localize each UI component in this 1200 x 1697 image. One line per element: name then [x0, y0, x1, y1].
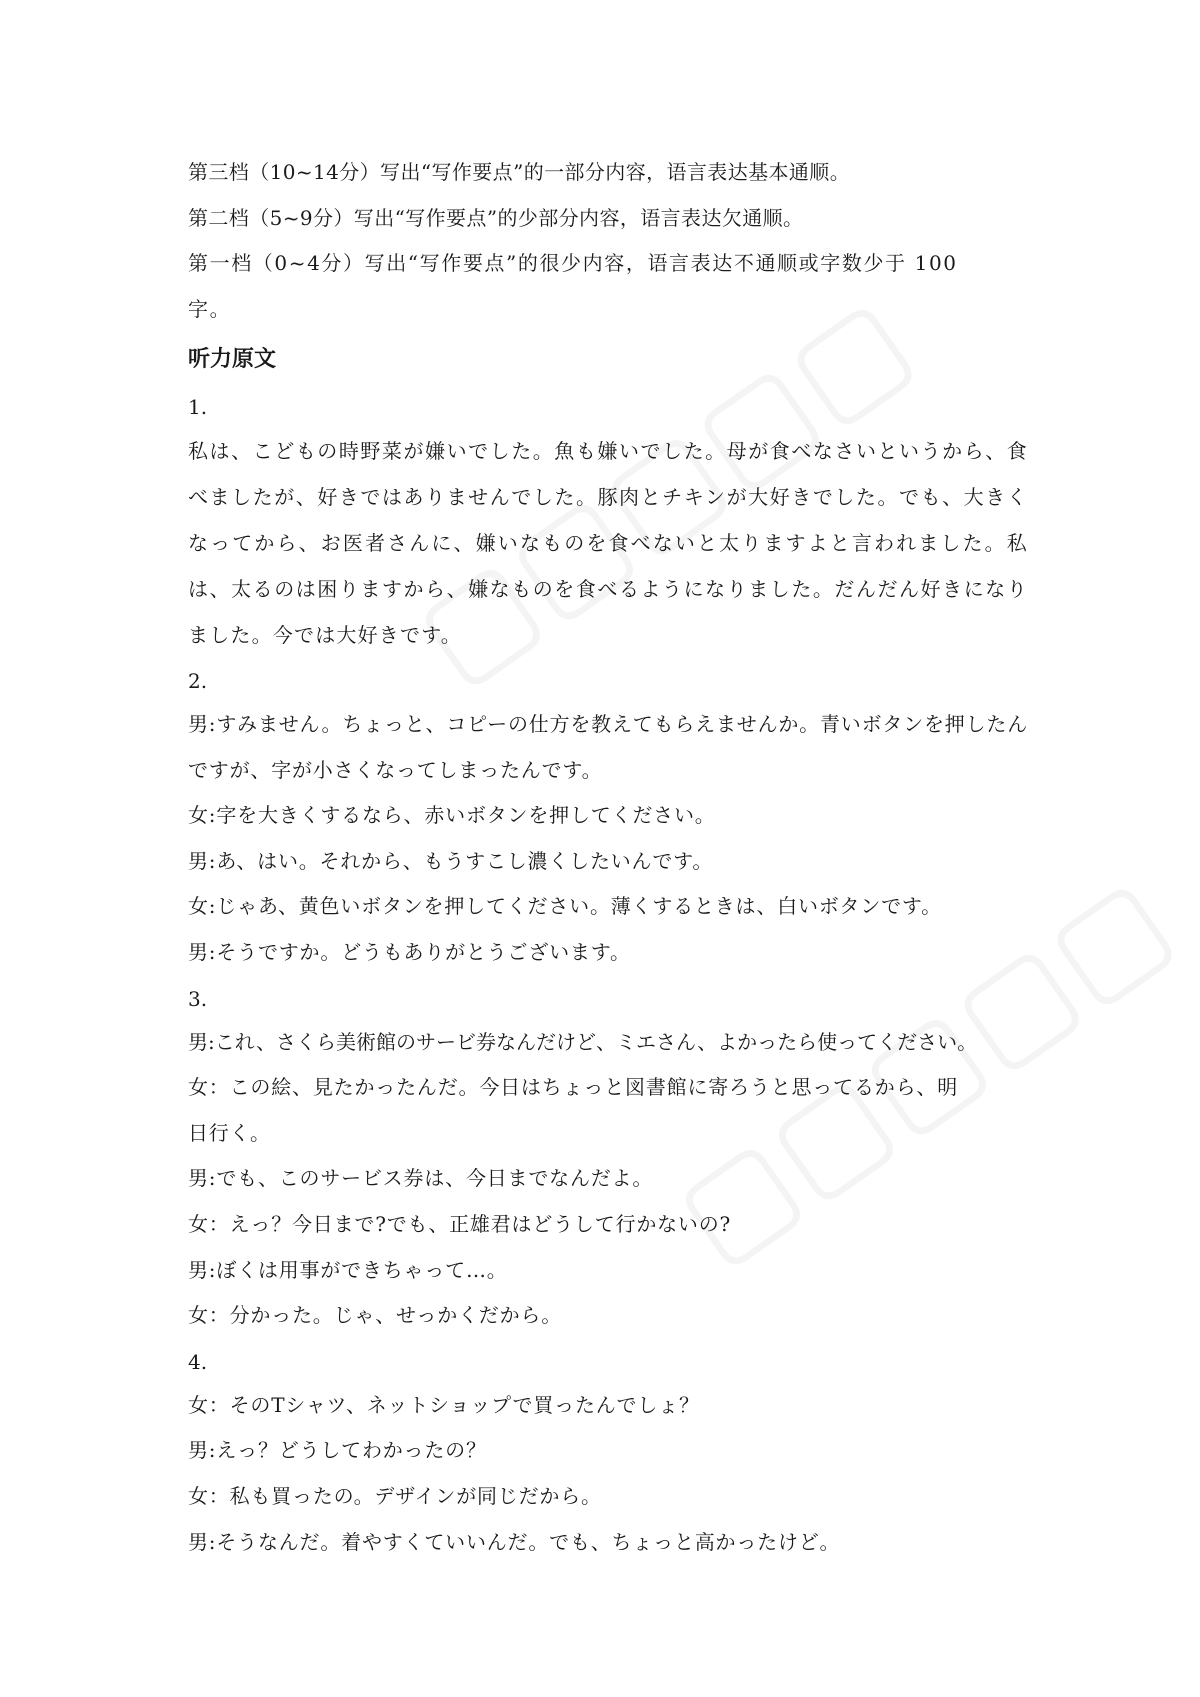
listening-section-2 — [188, 660, 1028, 976]
dialog-line: 女：分かった。じゃ、せっかくだから。 — [188, 1303, 562, 1328]
rubric-line: 第二档（5~9分）写出“写作要点”的少部分内容，语言表达欠通顺。 — [188, 205, 804, 230]
rubric-line: 第一档（0~4分）写出“写作要点”的很少内容，语言表达不通顺或字数少于 100字。 — [188, 251, 958, 321]
section-heading: 听力原文 — [188, 347, 277, 372]
dialog-line: 女:じゃあ、黄色いボタンを押してください。薄くするときは、白いボタンです。 — [188, 894, 942, 919]
monologue-paragraph: 私は、こどもの時野菜が嫌いでした。魚も嫌いでした。母が食べなさいというから、食べましたが、好きではありませんでした。豚肉とチキンが大好きでした。でも、大きくなってから、お医者さんに、嫌いなものを食べないと太りますよと言われました。私は、太るのは困りますから、嫌なものを食べるようになりました。だんだん好きになりました。今では大好きです。 — [188, 439, 1028, 647]
section-number: 4. — [188, 1349, 208, 1374]
dialog-line: 男:でも、このサービス券は、今日までなんだよ。 — [188, 1166, 654, 1191]
dialog-line: 女：私も買ったの。デザインが同じだから。 — [188, 1483, 602, 1508]
dialog-line: 男:えっ？どうしてわかったの？ — [188, 1438, 487, 1463]
rubric-line: 第三档（10~14分）写出“写作要点”的一部分内容，语言表达基本通顺。 — [188, 160, 851, 184]
listening-section-3 — [188, 978, 1028, 1339]
listening-section-1 — [188, 386, 1028, 658]
dialog-line: 男:そうですか。どうもありがとうございます。 — [188, 939, 631, 964]
dialog-line: 男:これ、さくら美術館のサービ券なんだけど、ミエさん、よかったら使ってください。 — [188, 1029, 978, 1054]
document-content — [188, 150, 1028, 1565]
dialog-line: 女：この絵、見たかったんだ。今日はちょっと図書館に寄ろうと思ってるから、明日行く。 — [188, 1075, 958, 1145]
dialog-line: 男:そうなんだ。着やすくていいんだ。でも、ちょっと高かったけど。 — [188, 1529, 841, 1554]
section-number: 1. — [188, 395, 208, 419]
dialog-line: 女：そのTシャツ、ネットショップで買ったんでしょ？ — [188, 1392, 700, 1417]
section-number: 3. — [188, 986, 208, 1011]
dialog-line: 女:字を大きくするなら、赤いボタンを押してください。 — [188, 803, 716, 828]
dialog-line: 男:あ、はい。それから、もうすこし濃くしたいんです。 — [188, 848, 714, 873]
section-number: 2. — [188, 669, 208, 693]
dialog-line: 女：えっ？今日まで?でも、正雄君はどうして行かないの? — [188, 1211, 732, 1236]
listening-section-4 — [188, 1341, 1028, 1565]
dialog-line: 男:ぼくは用事ができちゃって…。 — [188, 1257, 508, 1282]
scoring-rubric — [188, 150, 1028, 332]
dialog-line: 男:すみません。ちょっと、コピーの仕方を教えてもらえませんか。青いボタンを押したんですが、字が小さくなってしまったんです。 — [188, 712, 1028, 782]
